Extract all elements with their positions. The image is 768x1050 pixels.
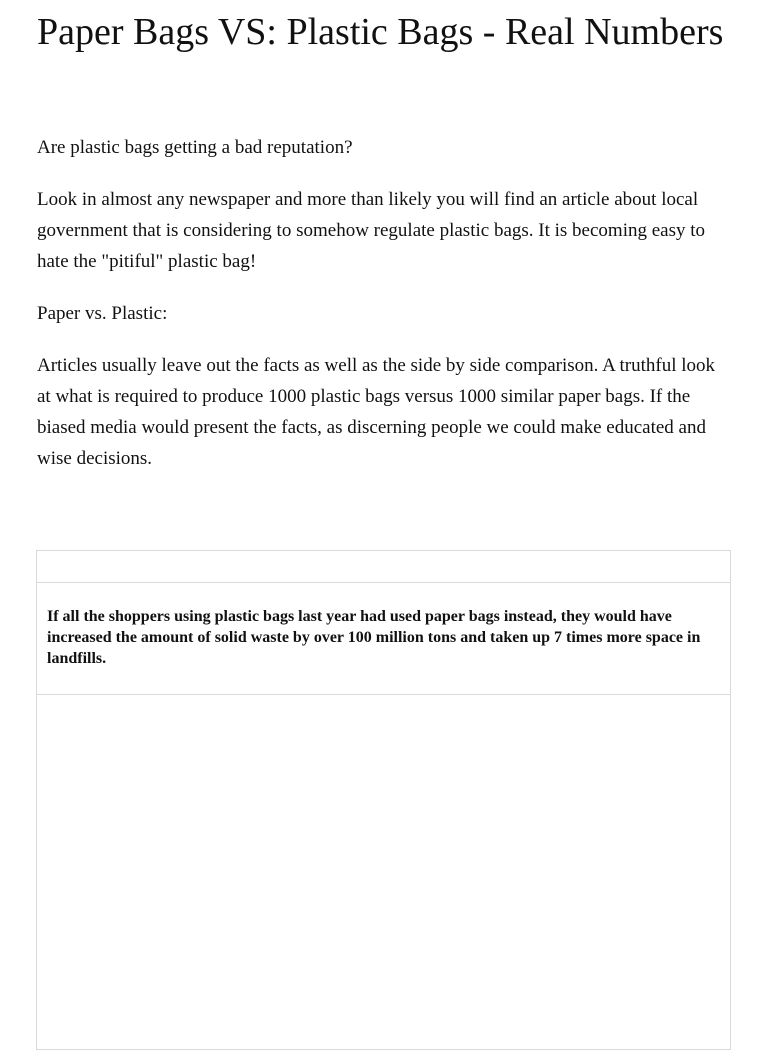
newspaper-paragraph: Look in almost any newspaper and more than likely you will find an article about local government that is considering to somehow regulate plastic bags. It is becoming easy to hate the "pitiful" plastic bag! [37,189,706,272]
table-row-empty [37,551,730,583]
article [37,0,732,495]
table-row-callout [37,583,730,695]
callout-text: If all the shoppers using plastic bags last year had used paper bags instead, they would have increased the amount of solid waste by over 100 million tons and taken up 7 times more space in landfills. [47,608,701,667]
comparison-paragraph: Articles usually leave out the facts as well as the side by side comparison. A truthful look at what is required to produce 1000 plastic bags versus 1000 similar paper bags. If the biased media would present the facts, as discerning people we could make educated and wise decisions. [37,355,716,469]
page-title: Paper Bags VS: Plastic Bags - Real Numbers [37,11,724,53]
section-heading: Paper vs. Plastic: [37,303,168,324]
callout-table [36,550,731,1050]
article-body [37,132,732,474]
intro-question: Are plastic bags getting a bad reputation? [37,137,353,158]
table-row-blank [37,695,730,1050]
